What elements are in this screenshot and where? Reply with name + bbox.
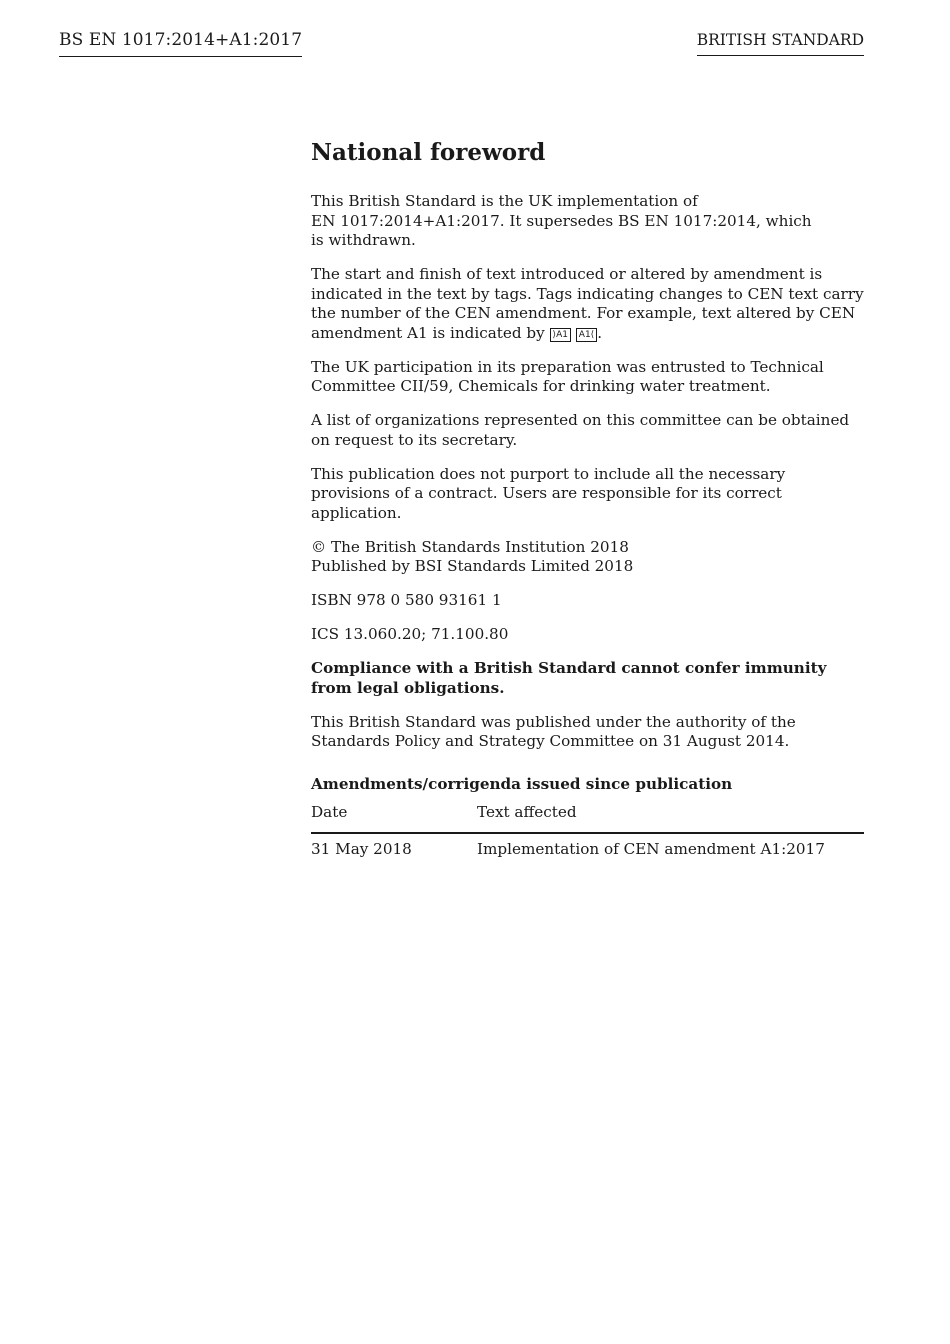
header-category: BRITISH STANDARD xyxy=(697,31,864,56)
sentence-end: . xyxy=(597,323,603,342)
authority-paragraph: This British Standard was published under the authority of the Standards Policy and Strategy Committee on 31 August 2014. xyxy=(311,712,796,750)
amendments-title: Amendments/corrigenda issued since publication xyxy=(311,774,733,793)
amendment-tags-text: The start and finish of text introduced or altered by amendment is indicated in the text by tags. Tags indicating changes to CEN text carry the number of the CEN amendment. For example, text altered by CEN amendment A1 is indicated by xyxy=(311,265,864,342)
isbn: ISBN 978 0 580 93161 1 xyxy=(311,591,502,609)
column-header-date: Date xyxy=(311,802,477,833)
provisions-paragraph: This publication does not purport to include all the necessary provisions of a contract. Users are responsible for its correct application. xyxy=(311,464,786,522)
intro-line-2: EN 1017:2014+A1:2017. It supersedes BS EN 1017:2014, which xyxy=(311,211,812,230)
page-title: National foreword xyxy=(311,139,546,166)
copyright-line: © The British Standards Institution 2018 xyxy=(311,537,629,556)
main-content xyxy=(311,138,864,859)
amendment-date: 31 May 2018 xyxy=(311,839,412,858)
intro-paragraph xyxy=(311,192,864,251)
participation-paragraph: The UK participation in its preparation was entrusted to Technical Committee CII/59, Chemicals for drinking water treatment. xyxy=(311,357,824,395)
ics: ICS 13.060.20; 71.100.80 xyxy=(311,625,509,643)
amendment-open-tag-icon: ⟩A1 xyxy=(550,328,571,342)
table-header-row xyxy=(311,802,864,833)
intro-line-1: This British Standard is the UK implementation of xyxy=(311,192,698,210)
table-row xyxy=(311,833,864,859)
header-standard-id: BS EN 1017:2014+A1:2017 xyxy=(59,30,302,57)
intro-line-3: is withdrawn. xyxy=(311,231,416,249)
amendment-tags-paragraph xyxy=(311,265,864,343)
published-line: Published by BSI Standards Limited 2018 xyxy=(311,557,634,575)
organizations-paragraph: A list of organizations represented on this committee can be obtained on request to its secretary. xyxy=(311,411,850,449)
column-header-text-affected: Text affected xyxy=(477,802,864,833)
amendment-text: Implementation of CEN amendment A1:2017 xyxy=(477,839,825,858)
amendments-table xyxy=(311,802,864,859)
compliance-notice: Compliance with a British Standard cannot confer immunity from legal obligations. xyxy=(311,659,827,697)
amendment-close-tag-icon: A1⟨ xyxy=(576,328,597,342)
copyright-block xyxy=(311,538,864,577)
